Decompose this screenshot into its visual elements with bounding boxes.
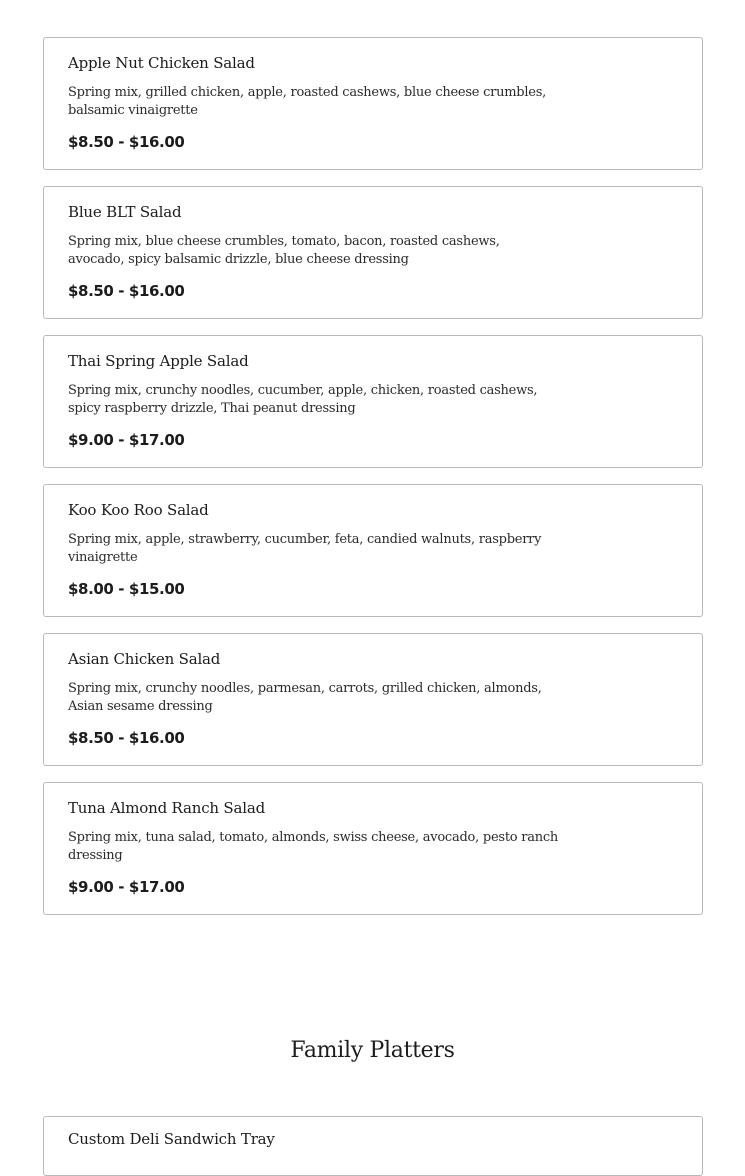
- menu-item-price: $9.00 - $17.00: [68, 431, 185, 449]
- menu-item-card[interactable]: [43, 37, 703, 170]
- menu-item-card[interactable]: [43, 186, 703, 319]
- menu-item-card[interactable]: [43, 633, 703, 766]
- menu-item-name: Tuna Almond Ranch Salad: [68, 799, 265, 817]
- menu-item-price: $8.00 - $15.00: [68, 580, 185, 598]
- menu-item-description: Spring mix, tuna salad, tomato, almonds, swiss cheese, avocado, pesto ranch dressing: [68, 830, 558, 863]
- menu-item-name: Blue BLT Salad: [68, 203, 182, 221]
- section-heading-family-platters: Family Platters: [290, 1038, 455, 1063]
- menu-item-name: Apple Nut Chicken Salad: [68, 54, 255, 72]
- menu-item-description: Spring mix, crunchy noodles, cucumber, apple, chicken, roasted cashews, spicy raspberry drizzle, Thai peanut dressing: [68, 383, 538, 416]
- menu-item-price: $8.50 - $16.00: [68, 729, 185, 747]
- menu-item-price: $8.50 - $16.00: [68, 282, 185, 300]
- menu-item-card[interactable]: [43, 335, 703, 468]
- menu-item-card[interactable]: [43, 1116, 703, 1176]
- menu-item-card[interactable]: [43, 484, 703, 617]
- menu-item-name: Asian Chicken Salad: [68, 650, 221, 668]
- menu-item-name: Thai Spring Apple Salad: [68, 352, 249, 370]
- salad-menu-list: [43, 37, 703, 931]
- menu-item-name: Koo Koo Roo Salad: [68, 501, 209, 519]
- menu-item-card[interactable]: [43, 782, 703, 915]
- menu-item-price: $8.50 - $16.00: [68, 133, 185, 151]
- menu-item-description: Spring mix, apple, strawberry, cucumber, feta, candied walnuts, raspberry vinaigrette: [68, 532, 542, 565]
- menu-item-name: Custom Deli Sandwich Tray: [68, 1130, 275, 1148]
- menu-item-description: Spring mix, blue cheese crumbles, tomato, bacon, roasted cashews, avocado, spicy balsamic drizzle, blue cheese dressing: [68, 234, 500, 267]
- menu-item-description: Spring mix, grilled chicken, apple, roasted cashews, blue cheese crumbles, balsamic vinaigrette: [68, 85, 547, 118]
- menu-item-description: Spring mix, crunchy noodles, parmesan, carrots, grilled chicken, almonds, Asian sesame dressing: [68, 681, 542, 714]
- menu-item-price: $9.00 - $17.00: [68, 878, 185, 896]
